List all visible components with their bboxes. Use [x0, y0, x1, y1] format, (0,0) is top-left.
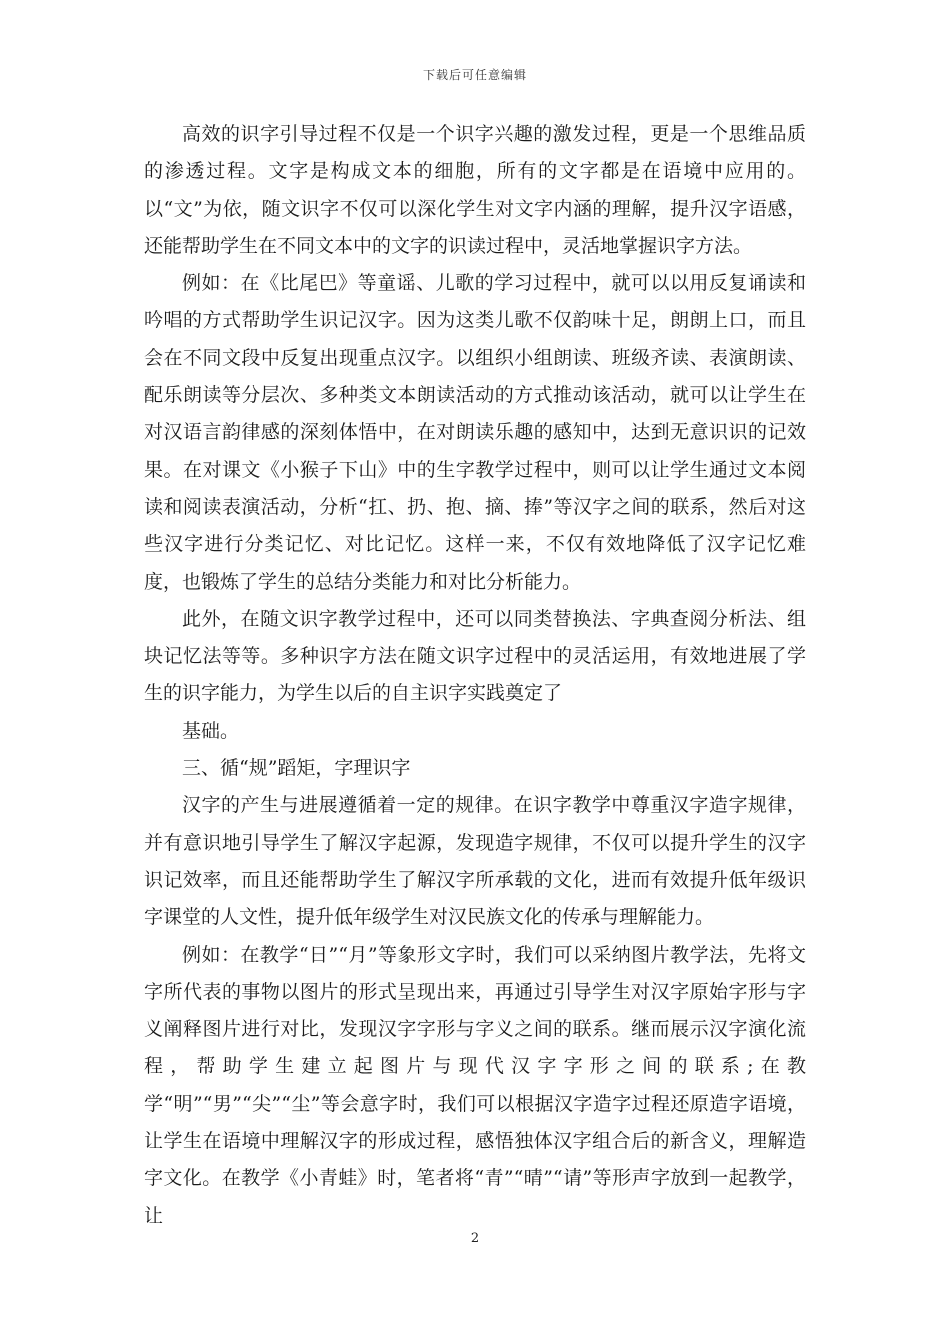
section-heading: 三、循“规”蹈矩，字理识字 — [182, 757, 411, 780]
paragraph-example-bi-wei-ba: 例如：在《比尾巴》等童谣、儿歌的学习过程中，就可以以用反复诵读和吟唱的方式帮助学生识记汉字。因为这类儿歌不仅韵味十足，朗朗上口，而且会在不同文段中反复出现重点汉字。以组织小组朗读、班级齐读、表演朗读、配乐朗读等分层次、多种类文本朗读活动的方式推动该活动，就可以让学生在对汉语言韵律感的深刻体悟中，在对朗读乐趣的感知中，达到无意识识的记效果。在对课文《小猴子下山》中的生字教学过程中，则可以让学生通过文本阅读和阅读表演活动，分析“扛、扔、抱、摘、捧”等汉字之间的联系，然后对这些汉字进行分类记忆、对比记忆。这样一来，不仅有效地降低了汉字记忆难度，也锻炼了学生的总结分类能力和对比分析能力。 — [144, 272, 806, 593]
page-number: 2 — [470, 1231, 480, 1246]
paragraph-intro: 高效的识字引导过程不仅是一个识字兴趣的激发过程，更是一个思维品质的渗透过程。文字是构成文本的细胞，所有的文字都是在语境中应用的。以“文”为依，随文识字不仅可以深化学生对文字内涵的理解，提升汉字语感，还能帮助学生在不同文本中的文字的识读过程中，灵活地掌握识字方法。 — [144, 123, 806, 257]
paragraph-other-methods: 此外，在随文识字教学过程中，还可以同类替换法、字典查阅分析法、组块记忆法等等。多种识字方法在随文识字过程中的灵活运用，有效地进展了学生的识字能力，为学生以后的自主识字实践奠定了 — [144, 607, 806, 705]
document-body — [144, 116, 806, 1235]
paragraph-example-pictographs: 例如：在教学“日”“月”等象形文字时，我们可以采纳图片教学法，先将文字所代表的事物以图片的形式呈现出来，再通过引导学生对汉字原始字形与字义阐释图片进行对比，发现汉字字形与字义之间的联系。继而展示汉字演化流程，帮助学生建立起图片与现代汉字字形之间的联系;在教学“明”“男”“尖”“尘”等会意字时，我们可以根据汉字造字过程还原造字语境，让学生在语境中理解汉字的形成过程，感悟独体汉字组合后的新含义，理解造字文化。在教学《小青蛙》时，笔者将“青”“晴”“请”等形声字放到一起教学，让 — [144, 943, 806, 1227]
paragraph-foundation: 基础。 — [182, 719, 240, 742]
paragraph-character-rules: 汉字的产生与进展遵循着一定的规律。在识字教学中尊重汉字造字规律，并有意识地引导学生了解汉字起源，发现造字规律，不仅可以提升学生的汉字识记效率，而且还能帮助学生了解汉字所承载的文化，进而有效提升低年级识字课堂的人文性，提升低年级学生对汉民族文化的传承与理解能力。 — [144, 794, 806, 929]
page-header: 下载后可任意编辑 — [422, 68, 527, 82]
